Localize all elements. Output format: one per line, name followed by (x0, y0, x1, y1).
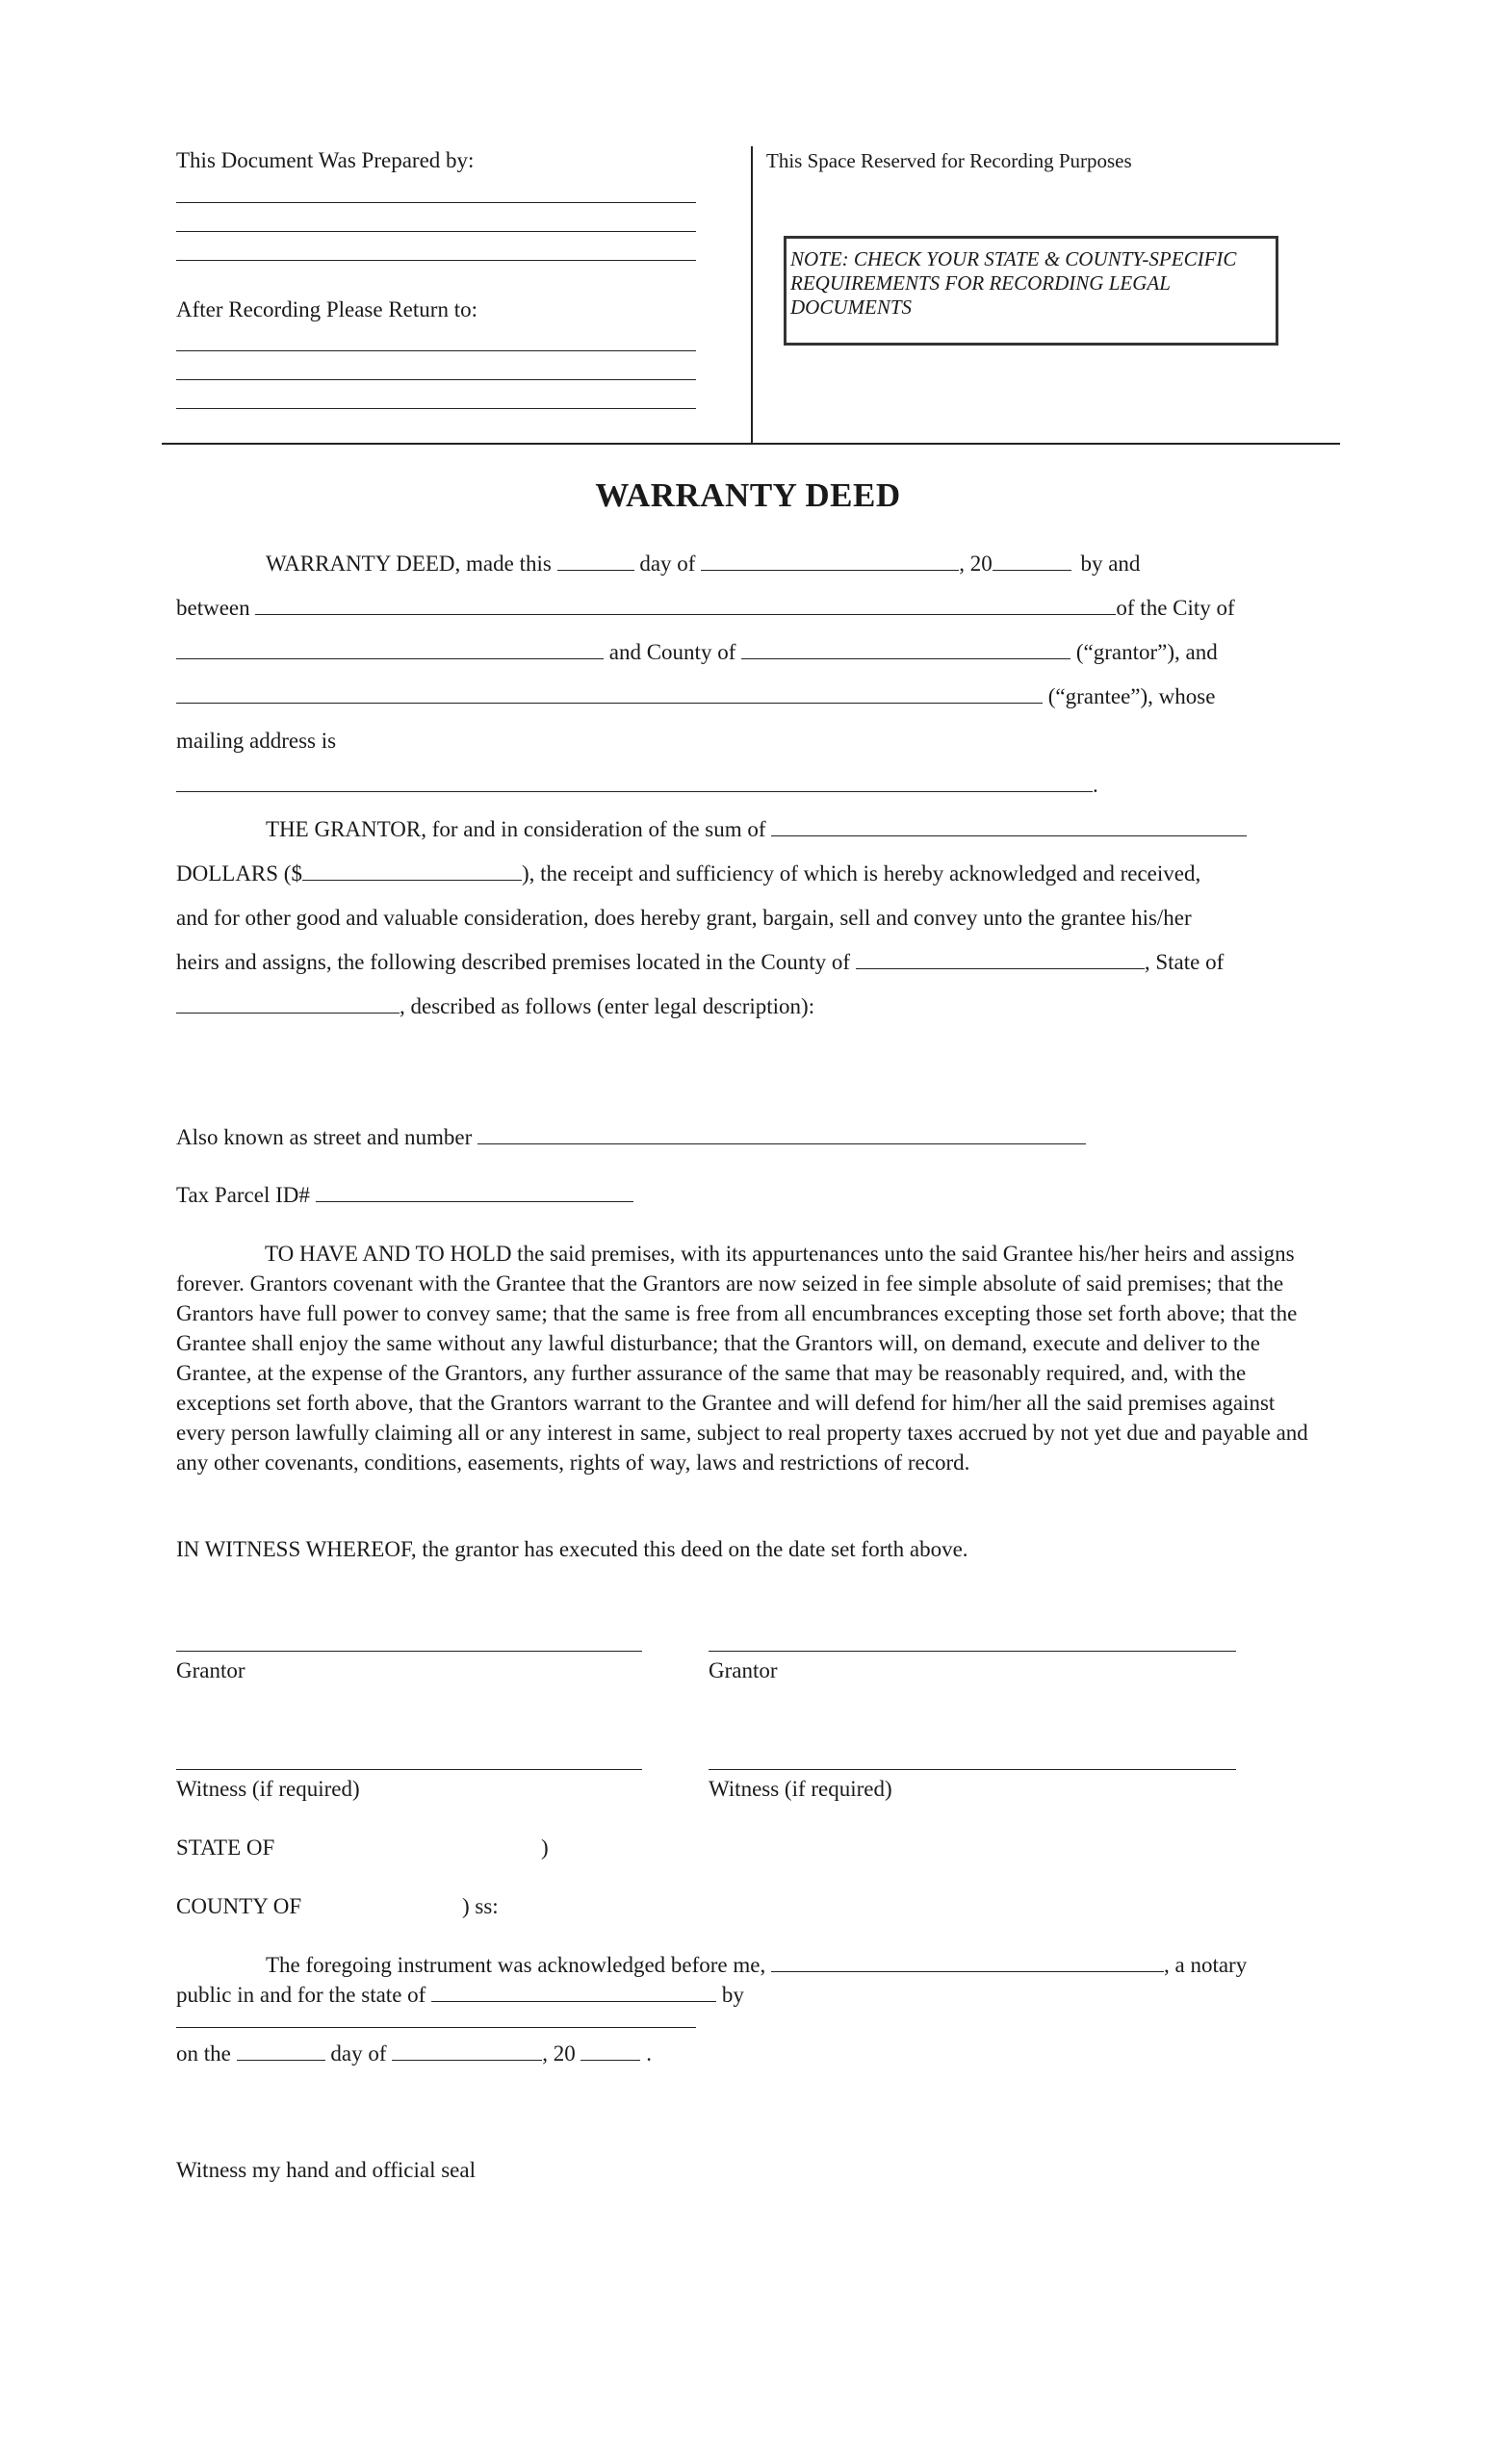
day-blank[interactable] (557, 551, 634, 571)
dollars-text: DOLLARS ($ (176, 861, 302, 886)
sum-amount-blank[interactable] (302, 860, 522, 881)
consideration-line-5 (176, 993, 814, 1020)
intro-line-2 (176, 595, 1235, 622)
between-text: between (176, 596, 250, 620)
grantor-consideration-text: THE GRANTOR, for and in consideration of the sum of (266, 817, 766, 841)
recording-space-label: This Space Reserved for Recording Purposes (766, 149, 1132, 172)
county-of-label: COUNTY OF (176, 1894, 302, 1918)
consideration-line-3: and for other good and valuable consideration, does hereby grant, bargain, sell and convey unto the grantee his/her (176, 906, 1192, 930)
witness-clause: IN WITNESS WHEREOF, the grantor has executed this deed on the date set forth above. (176, 1537, 968, 1561)
receipt-text: ), the receipt and sufficiency of which is hereby acknowledged and received, (521, 861, 1201, 886)
notary-day-blank[interactable] (237, 2040, 325, 2061)
notary-year-prefix: , 20 (542, 2041, 576, 2066)
city-blank[interactable] (176, 639, 604, 659)
witness-signature-line-left[interactable] (176, 1769, 642, 1770)
ack-line-1 (266, 1952, 1247, 1979)
mailing-address-label: mailing address is (176, 729, 337, 753)
state-of-text: , State of (1144, 950, 1225, 974)
ack-start-text: The foregoing instrument was acknowledged before me, (266, 1953, 766, 1977)
street-label: Also known as street and number (176, 1125, 473, 1149)
grantor-name-blank[interactable] (255, 595, 1116, 615)
habendum-text: TO HAVE AND TO HOLD the said premises, with its appurtenances unto the said Grantee his/her heirs and assigns forever. Grantors covenant with the Grantee that the Grantors are now seized in fee simple absolute of said premises; that the Grantors have full power to convey same; that the same is free from all encumbrances excepting those set forth above; that the Grantee shall enjoy the same without any lawful disturbance; that the Grantors will, on demand, execute and deliver to the Grantee, at the expense of the Grantors, any further assurance of the same that may be reasonably required, and, with the exceptions set forth above, that the Grantors warrant to the Grantee and will defend for him/her all the said premises against every person lawfully claiming all or any interest in same, subject to real property taxes accrued by not yet due and payable and any other covenants, conditions, easements, rights of way, laws and restrictions of record. (176, 1242, 1308, 1475)
prepared-by-line-1[interactable] (176, 202, 696, 203)
prepared-by-label: This Document Was Prepared by: (176, 148, 475, 172)
mailing-address-line (176, 772, 1098, 799)
witness-label-left: Witness (if required) (176, 1777, 360, 1801)
month-blank[interactable] (701, 551, 959, 571)
ack-line-2 (176, 1982, 744, 2009)
return-to-label: After Recording Please Return to: (176, 297, 477, 321)
grantee-name-blank[interactable] (176, 683, 1043, 704)
grantor-label-left: Grantor (176, 1658, 245, 1682)
premises-county-blank[interactable] (856, 949, 1145, 969)
described-text: , described as follows (enter legal description): (400, 994, 815, 1018)
intro-line-3 (176, 639, 1218, 666)
header-rule (162, 443, 1340, 445)
on-the-text: on the (176, 2041, 231, 2066)
a-notary-text: , a notary (1164, 1953, 1248, 1977)
hand-seal-text: Witness my hand and official seal (176, 2158, 476, 2182)
intro-line-4 (176, 683, 1215, 710)
prepared-by-line-3[interactable] (176, 260, 696, 261)
return-to-line-3[interactable] (176, 408, 696, 409)
ack-name-line[interactable] (176, 2027, 696, 2028)
street-line (176, 1124, 1086, 1151)
notary-year-blank[interactable] (580, 2040, 640, 2061)
ack-date-line (176, 2040, 652, 2067)
habendum-paragraph (176, 1239, 1312, 1477)
ack-person-blank[interactable] (771, 1952, 1164, 1972)
notary-state-blank[interactable] (431, 1982, 716, 2002)
state-of-label: STATE OF (176, 1835, 275, 1860)
county-blank[interactable] (741, 639, 1070, 659)
made-this-text: WARRANTY DEED, made this (266, 552, 552, 576)
street-blank[interactable] (477, 1124, 1086, 1144)
tax-parcel-label: Tax Parcel ID# (176, 1183, 310, 1207)
public-in-text: public in and for the state of (176, 1983, 426, 2007)
page-title: WARRANTY DEED (595, 476, 901, 514)
return-to-line-2[interactable] (176, 379, 696, 380)
tax-parcel-blank[interactable] (316, 1182, 633, 1202)
by-and-text: by and (1080, 552, 1141, 576)
year-prefix: , 20 (959, 552, 993, 576)
grantor-signature-line-left[interactable] (176, 1651, 642, 1652)
premises-county-text: heirs and assigns, the following described premises located in the County of (176, 950, 851, 974)
tax-line (176, 1182, 633, 1209)
mailing-period: . (1093, 773, 1098, 797)
header-divider (751, 146, 753, 443)
intro-line-1 (266, 551, 1140, 578)
grantor-label-right: Grantor (709, 1658, 778, 1682)
grantor-signature-line-right[interactable] (709, 1651, 1236, 1652)
witness-label-right: Witness (if required) (709, 1777, 892, 1801)
premises-state-blank[interactable] (176, 993, 400, 1014)
of-city-text: of the City of (1116, 596, 1235, 620)
consideration-line-2 (176, 860, 1200, 887)
notary-period: . (646, 2041, 652, 2066)
notary-month-blank[interactable] (392, 2040, 542, 2061)
recording-note-box (784, 236, 1278, 346)
mailing-address-blank[interactable] (176, 772, 1093, 792)
grantee-text: (“grantee”), whose (1047, 684, 1216, 708)
and-county-text: and County of (608, 640, 736, 664)
year-blank[interactable] (993, 551, 1071, 571)
witness-signature-line-right[interactable] (709, 1769, 1236, 1770)
sum-words-blank[interactable] (771, 816, 1247, 836)
consideration-line-1 (266, 816, 1247, 843)
notary-day-of-text: day of (330, 2041, 387, 2066)
grantor-text: (“grantor”), and (1075, 640, 1218, 664)
prepared-by-line-2[interactable] (176, 231, 696, 232)
state-of-paren: ) (541, 1835, 549, 1860)
day-of-text: day of (639, 552, 696, 576)
return-to-line-1[interactable] (176, 350, 696, 351)
county-ss: ) ss: (462, 1894, 499, 1918)
consideration-line-4 (176, 949, 1224, 976)
recording-note: NOTE: CHECK YOUR STATE & COUNTY-SPECIFIC REQUIREMENTS FOR RECORDING LEGAL DOCUMENTS (790, 247, 1237, 319)
by-text: by (721, 1983, 744, 2007)
